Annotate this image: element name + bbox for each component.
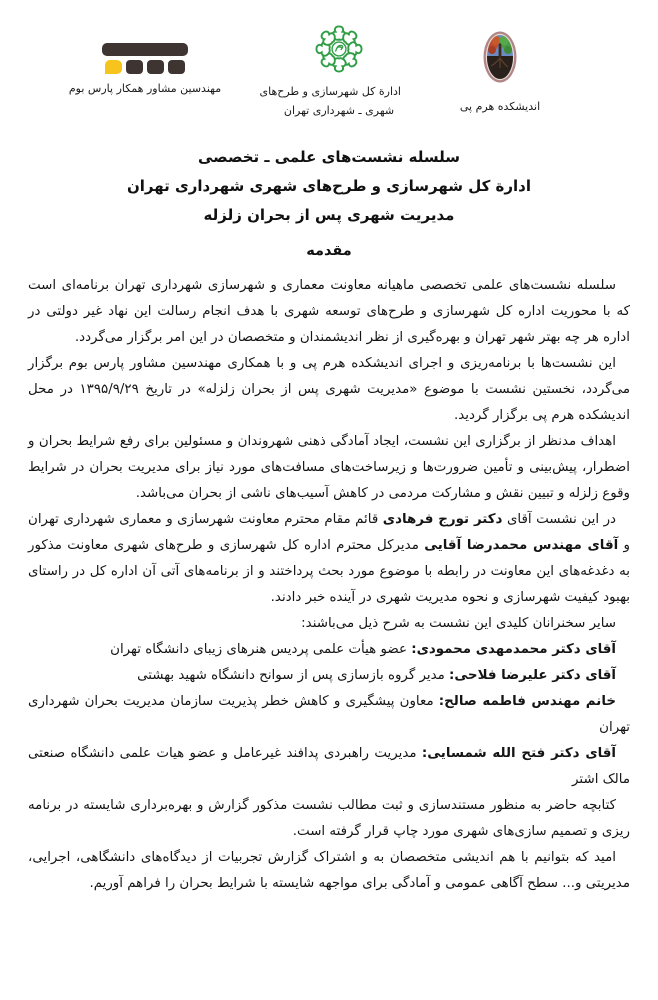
haram-pey-logo-icon (483, 31, 517, 83)
title-line-topic: مدیریت شهری پس از بحران زلزله (203, 206, 455, 224)
tehran-municipality-logo-icon (313, 23, 365, 75)
pars-boom-square-shape (168, 60, 185, 74)
paragraph (28, 689, 630, 741)
paragraph (28, 793, 630, 845)
municipality-caption-line2: شهری ـ شهرداری تهران (283, 104, 395, 117)
paragraph (28, 507, 630, 611)
text-run: سلسله نشست‌های علمی تخصصی ماهیانه معاونت معماری و شهرسازی شهرداری تهران برنامه‌ای است که با محوریت اداره کل شهرسازی و طرح‌های توسعه شهری با هدف انجام رسالت این نهاد غیر دولتی در اداره هر چه بهتر شهر تهران و بهره‌گیری از نظر اندیشمندان و متخصصان در این امر برگزار می‌گردد. (28, 278, 630, 345)
bold-text-run: آقای دکتر علیرضا فلاحی: (449, 668, 616, 683)
pars-boom-bar-shape (102, 43, 188, 56)
title-line-series: سلسله نشست‌های علمی ـ تخصصی (198, 148, 460, 166)
paragraph (28, 611, 630, 637)
pars-boom-logo-icon (102, 43, 188, 74)
text-run: قائم مقام محترم معاونت شهرسازی و معماری شهرداری تهران و (28, 512, 630, 553)
pars-boom-square-shape (147, 60, 164, 74)
bold-text-run: دکتر تورج فرهادی (382, 512, 503, 527)
paragraph (28, 637, 630, 663)
header (0, 0, 658, 142)
text-run: عضو هیأت علمی پردیس هنرهای زیبای دانشگاه تهران (110, 642, 412, 657)
text-run: مدیریت راهبردی پدافند غیرعامل و عضو هیات علمی دانشگاه صنعتی مالک اشتر (28, 746, 630, 787)
bold-text-run: آقای دکتر محمدمهدی محمودی: (411, 642, 616, 657)
text-run: این نشست‌ها با برنامه‌ریزی و اجرای اندیشکده هرم پی و با همکاری مهندسین مشاور پارس بوم برگزار می‌گردد، نخستین نشست با موضوع «مدیریت شهری پس از بحران زلزله» در تاریخ ۱۳۹۵/۹/۲۹ در محل اندیشکده هرم پی برگزار گردید. (28, 356, 630, 423)
text-run: کتابچه حاضر به منظور مستندسازی و ثبت مطالب نشست مذکور گزارش و بهره‌برداری شایسته در برنامه ریزی و تصمیم سازی‌های شهری مورد چاپ قرار گرفته است. (28, 798, 630, 839)
paragraph (28, 429, 630, 507)
pars-boom-bubble-shape (105, 60, 122, 74)
pars-boom-square-shape (126, 60, 143, 74)
section-heading-moghadameh: مقدمه (306, 243, 352, 259)
bold-text-run: خانم مهندس فاطمه صالح: (438, 694, 616, 709)
pars-boom-squares-row (102, 60, 188, 74)
paragraph (28, 351, 630, 429)
haram-pey-logo-block (440, 31, 560, 115)
text-run: امید که بتوانیم با هم اندیشی متخصصان به و اشتراک گزارش تجربیات از دیدگاه‌های دانشگاهی، اجرایی، مدیریتی و... سطح آگاهی عمومی و آمادگی برای مواجهه شایسته با شرایط بحران را فراهم آوریم. (28, 850, 630, 891)
paragraph (28, 845, 630, 897)
text-run: سایر سخنرانان کلیدی این نشست به شرح ذیل می‌باشند: (301, 616, 616, 631)
municipality-caption-line1: ادارة کل شهرسازی و طرح‌های (259, 85, 401, 98)
title-line-department: ادارة کل شهرسازی و طرح‌های شهری شهرداری تهران (126, 177, 531, 195)
bold-text-run: آقای مهندس محمدرضا آقایی (424, 538, 619, 553)
text-run: مدیرکل محترم اداره کل شهرسازی و طرح‌های شهری معاونت مذکور به دغدغه‌های این معاونت در رابطه با موضوع مورد بحث پرداختند و از برنامه‌های آتی آن اداره کل در راستای بهبود کیفیت شهرسازی و نحوه مدیریت شهری در آینده خبر دادند. (28, 538, 630, 605)
pars-boom-logo-block (60, 43, 230, 97)
pars-boom-caption: مهندسین مشاور همکار پارس بوم (68, 82, 222, 95)
document-body (28, 273, 630, 897)
municipality-logo-block (259, 23, 401, 120)
text-run: در این نشست آقای (502, 512, 617, 527)
bold-text-run: آقای دکتر فتح الله شمسایی: (421, 746, 616, 761)
paragraph (28, 663, 630, 689)
paragraph (28, 741, 630, 793)
text-run: اهداف مدنظر از برگزاری این نشست، ایجاد آمادگی ذهنی شهروندان و مسئولین برای رفع شرایط بحران و اضطرار، پیش‌بینی و تأمین ضرورت‌ها و زیرساخت‌های مسافت‌های مورد نیاز برای مدیریت بحران در شرایط وقوع زلزله و تبیین نقش و مشارکت مردمی در کاهش آسیب‌های ناشی از بحران می‌باشد. (28, 434, 630, 501)
haram-pey-caption: اندیشکده هرم پی (459, 100, 541, 113)
text-run: معاون پیشگیری و کاهش خطر پذیریت سازمان مدیریت بحران شهرداری تهران (28, 694, 630, 735)
title-block (0, 143, 658, 230)
paragraph (28, 273, 630, 351)
text-run: مدیر گروه بازسازی پس از سوانح دانشگاه شهید بهشتی (137, 668, 450, 683)
